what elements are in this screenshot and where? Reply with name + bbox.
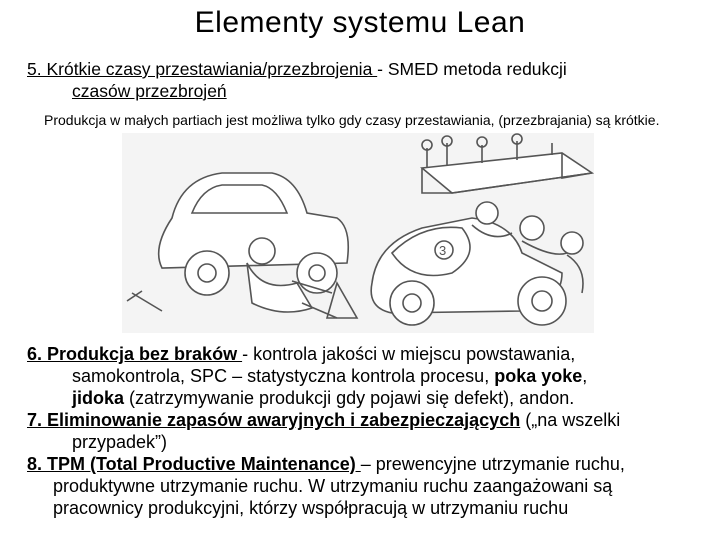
section-5: [27, 58, 687, 102]
slide-title: Elementy systemu Lean: [194, 6, 526, 39]
section-6-line2: samokontrola, SPC – statystyczna kontrola procesu, poka yoke,: [72, 366, 588, 386]
sections-6-8: [27, 343, 717, 519]
section-8-heading: 8. TPM (Total Productive Maintenance): [27, 454, 361, 474]
section-5-description: Produkcja w małych partiach jest możliwa tylko gdy czasy przestawiania, (przezbrajania) są krótkie.: [44, 112, 660, 128]
section-7-heading: 7. Eliminowanie zapasów awaryjnych i zabezpieczających: [27, 410, 521, 430]
section-7-line2: przypadek”): [72, 432, 168, 452]
section-5-heading: 5. Krótkie czasy przestawiania/przezbrojenia - SMED metoda redukcji: [27, 59, 567, 79]
section-7: 7. Eliminowanie zapasów awaryjnych i zabezpieczających („na wszelki: [27, 410, 621, 430]
section-6-line3: jidoka (zatrzymywanie produkcji gdy pojawi się defekt), andon.: [72, 388, 575, 408]
section-6: 6. Produkcja bez braków - kontrola jakości w miejscu powstawania,: [27, 344, 576, 364]
section-8-line3: pracownicy produkcyjni, którzy współpracują w utrzymaniu ruchu: [53, 498, 569, 518]
section-8-line2: produktywne utrzymanie ruchu. W utrzymaniu ruchu zaangażowani są: [53, 476, 613, 496]
pit-stop-cartoon-icon: [122, 133, 594, 333]
section-6-heading: 6. Produkcja bez braków: [27, 344, 243, 364]
section-8: 8. TPM (Total Productive Maintenance) – prewencyjne utrzymanie ruchu,: [27, 454, 625, 474]
car-number: 3: [439, 243, 447, 258]
section-5-heading-line2: czasów przezbrojeń: [72, 81, 227, 101]
